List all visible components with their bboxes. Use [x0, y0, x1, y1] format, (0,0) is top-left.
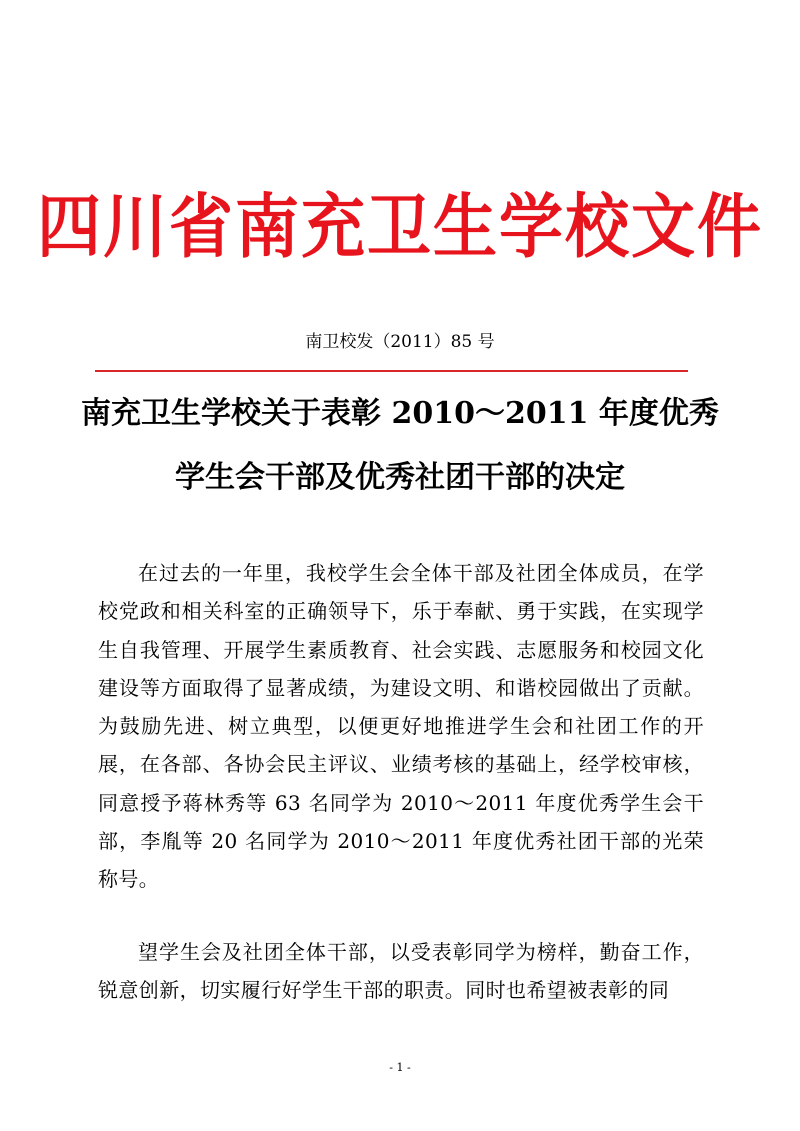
body-paragraph-2: 望学生会及社团全体干部，以受表彰同学为榜样，勤奋工作，锐意创新，切实履行好学生干部的职责。同时也希望被表彰的同 — [98, 940, 704, 1003]
document-title-line-1: 南充卫生学校关于表彰 2010～2011 年度优秀 — [81, 396, 719, 431]
document-number: 南卫校发（2011）85 号 — [305, 332, 495, 352]
red-divider-line — [95, 370, 688, 372]
document-title-line-2: 学生会干部及优秀社团干部的决定 — [175, 460, 625, 495]
document-masthead: 四川省南充卫生学校文件 — [37, 186, 763, 268]
body-paragraph-1: 在过去的一年里，我校学生会全体干部及社团全体成员，在学校党政和相关科室的正确领导下，乐于奉献、勇于实践，在实现学生自我管理、开展学生素质教育、社会实践、志愿服务和校园文化建设等方面取得了显著成绩，为建设文明、和谐校园做出了贡献。为鼓励先进、树立典型，以便更好地推进学生会和社团工作的开展，在各部、各协会民主评议、业绩考核的基础上，经学校审核，同意授予蒋林秀等 63 名同学为 2010～2011 年度优秀学生会干部，李胤等 20 名同学为 2010～2011 年度优秀社团干部的光荣称号。 — [98, 561, 704, 892]
page-number: - 1 - — [389, 1061, 411, 1074]
